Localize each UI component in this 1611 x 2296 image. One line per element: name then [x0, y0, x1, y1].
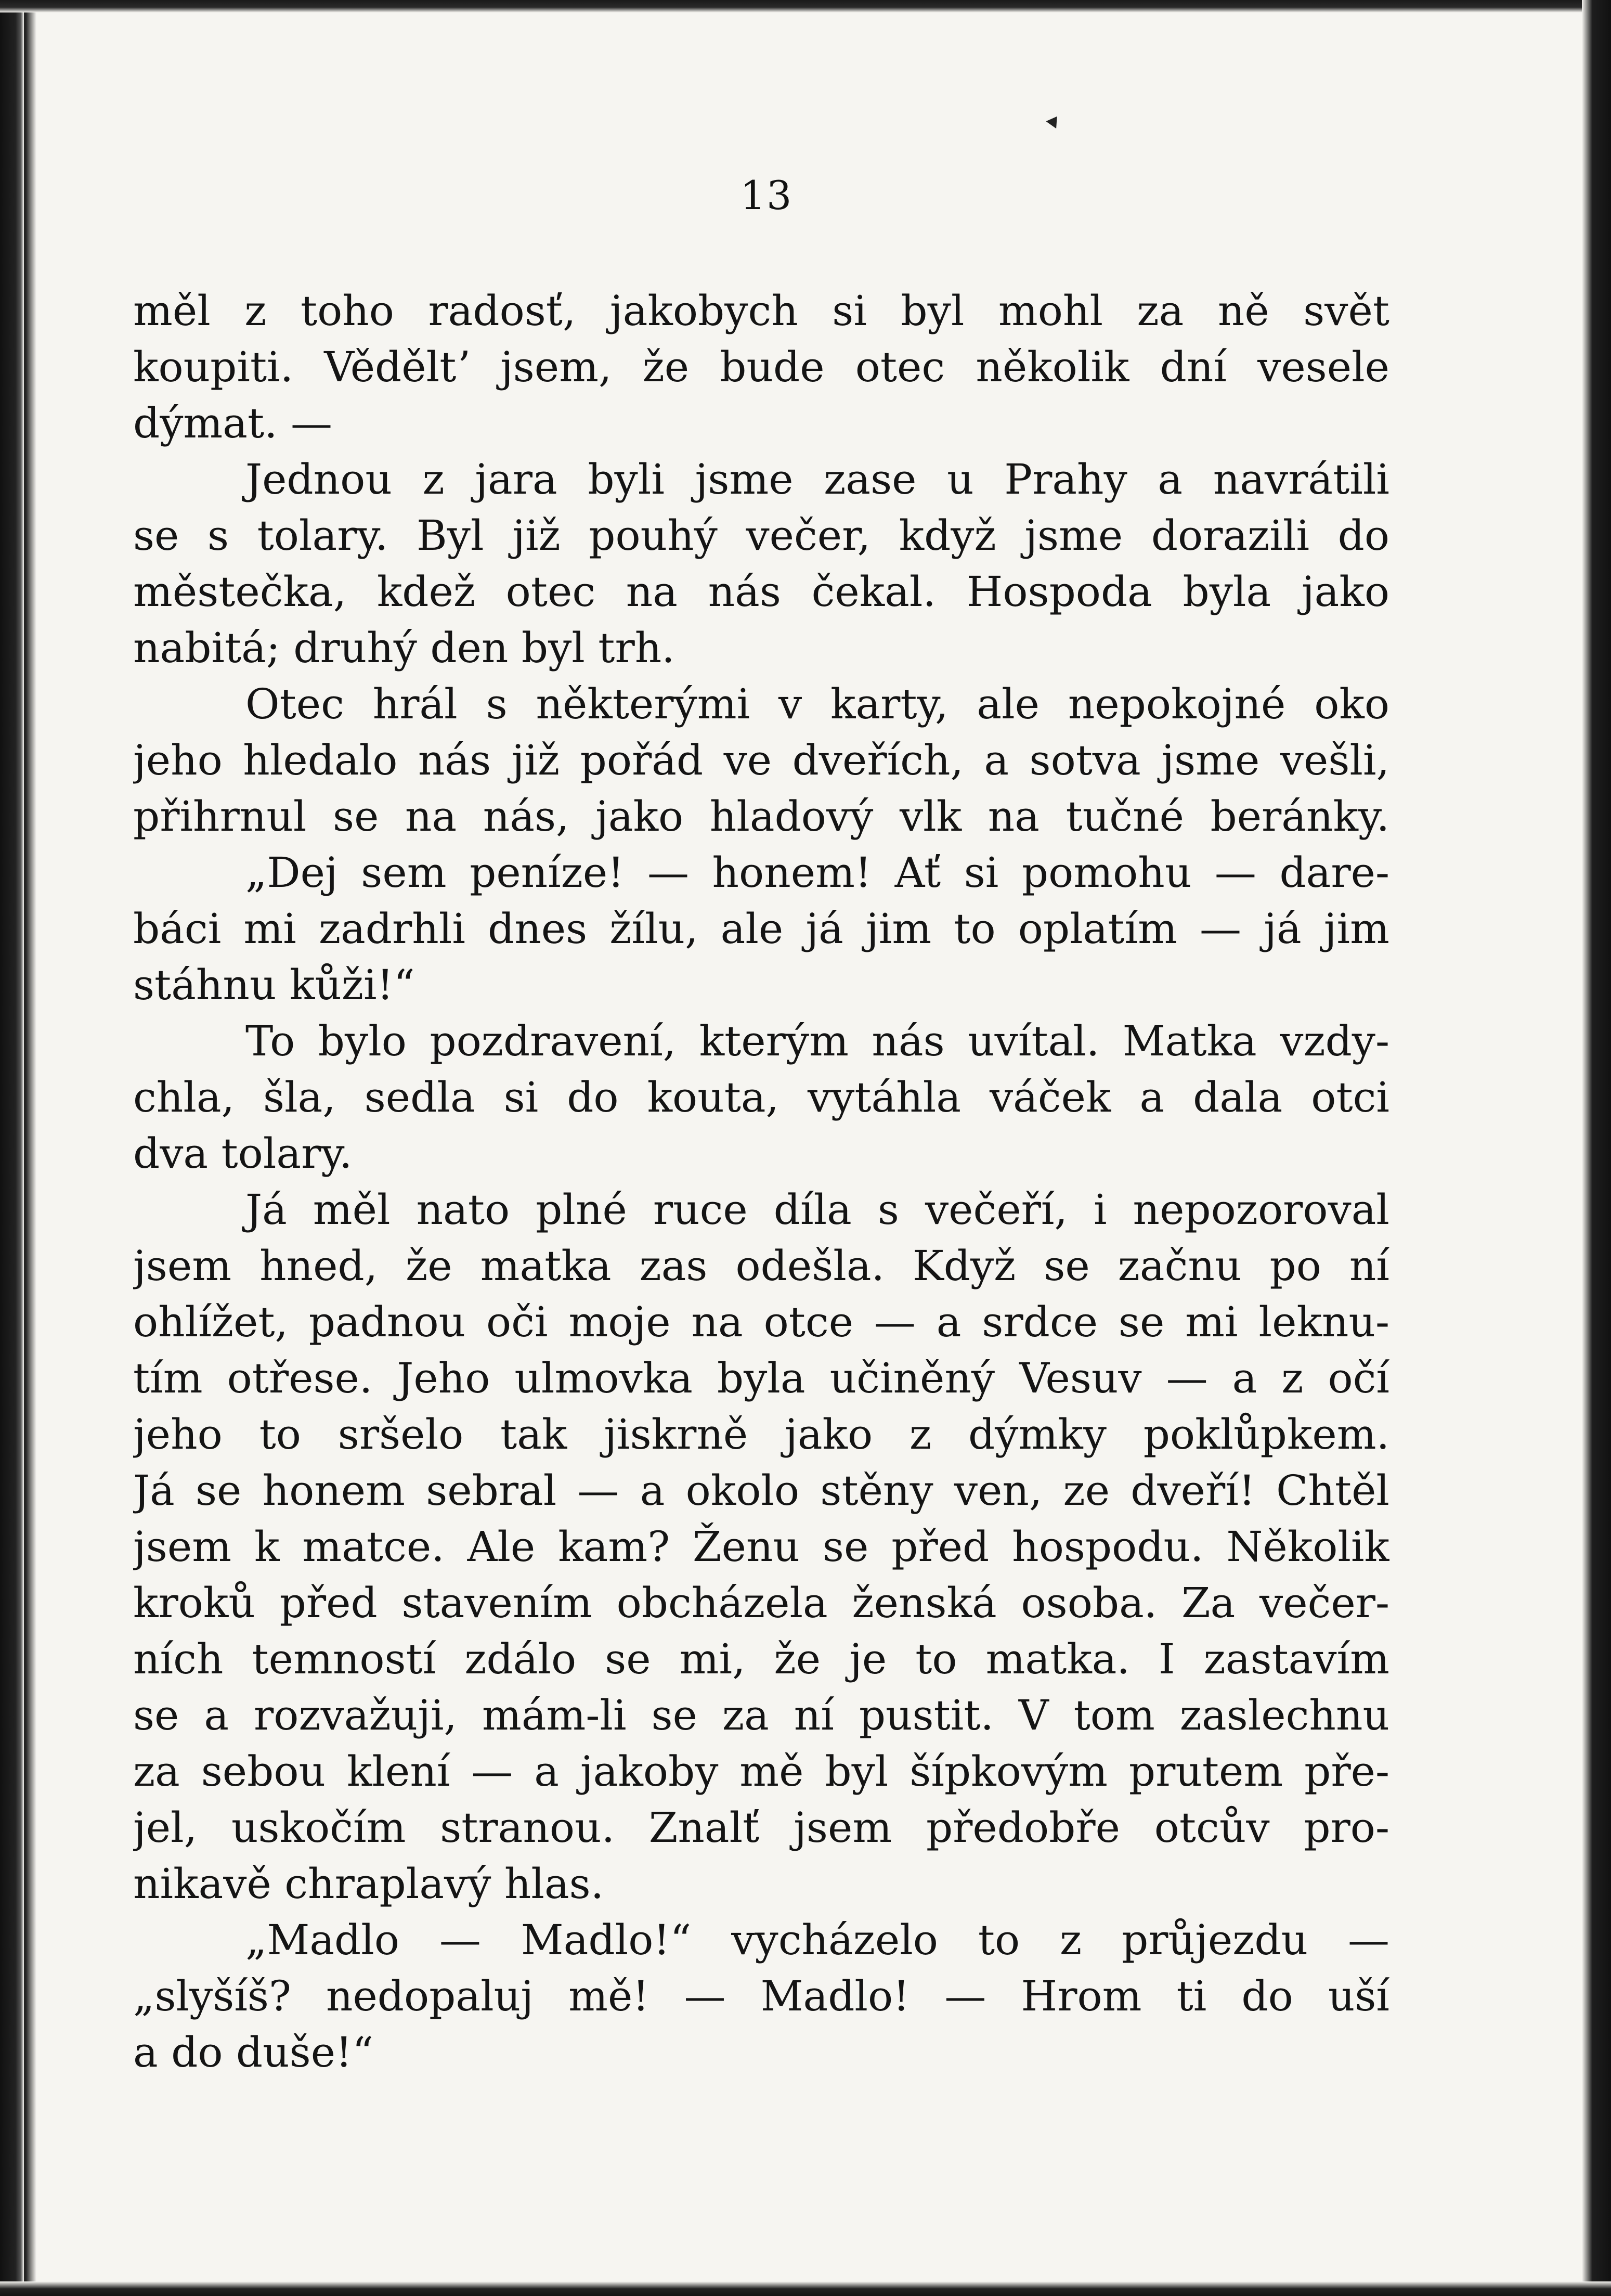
text-line: nabitá; druhý den byl trh. — [133, 624, 675, 672]
right-scan-edge — [1582, 0, 1611, 2296]
text-line: jel, uskočím stranou. Znalť jsem předobře otcův pro- — [133, 1803, 1389, 1852]
text-line: a do duše!“ — [133, 2028, 374, 2076]
text-line: se s tolary. Byl již pouhý večer, když jsme dorazili do — [133, 511, 1389, 560]
bottom-scan-edge — [0, 2281, 1611, 2296]
text-line: Otec hrál s některými v karty, ale nepokojné oko — [245, 680, 1389, 728]
page-number: 13 — [740, 172, 793, 218]
top-scan-edge — [0, 0, 1611, 12]
left-page-edge — [0, 0, 24, 2296]
text-line: ohlížet, padnou oči moje na otce — a srdce se mi leknu- — [133, 1298, 1389, 1346]
text-line: chla, šla, sedla si do kouta, vytáhla váček a dala otci — [133, 1073, 1389, 1121]
text-line: přihrnul se na nás, jako hladový vlk na tučné beránky. — [133, 792, 1389, 841]
text-line: jsem hned, že matka zas odešla. Když se začnu po ní — [133, 1242, 1389, 1290]
text-line: za sebou klení — a jakoby mě byl šípkovým prutem pře- — [133, 1747, 1389, 1796]
text-line: „Dej sem peníze! — honem! Ať si pomohu — dare- — [245, 848, 1389, 897]
text-line: měl z toho radosť, jakobych si byl mohl za ně svět — [133, 287, 1389, 335]
text-line: městečka, kdež otec na nás čekal. Hospoda byla jako — [133, 567, 1389, 616]
text-line: kroků před stavením obcházela ženská osoba. Za večer- — [133, 1579, 1389, 1627]
text-line: ních temností zdálo se mi, že je to matka. I zastavím — [133, 1635, 1389, 1683]
text-line: Jednou z jara byli jsme zase u Prahy a navrátili — [245, 455, 1389, 504]
text-line: dva tolary. — [133, 1129, 353, 1178]
text-line: stáhnu kůži!“ — [133, 961, 415, 1009]
text-line: Já měl nato plné ruce díla s večeří, i nepozoroval — [245, 1185, 1389, 1234]
text-line: koupiti. Věděltʼ jsem, že bude otec několik dní vesele — [133, 343, 1389, 391]
text-line: To bylo pozdravení, kterým nás uvítal. Matka vzdy- — [245, 1017, 1389, 1065]
text-line: jeho to sršelo tak jiskrně jako z dýmky poklůpkem. — [133, 1410, 1389, 1459]
text-line: Já se honem sebral — a okolo stěny ven, ze dveří! Chtěl — [133, 1466, 1389, 1515]
text-line: „Madlo — Madlo!“ vycházelo to z průjezdu — — [245, 1916, 1389, 1964]
text-line: jeho hledalo nás již pořád ve dveřích, a sotva jsme vešli, — [133, 736, 1389, 784]
text-line: „slyšíš? nedopaluj mě! — Madlo! — Hrom ti do uší — [133, 1972, 1389, 2020]
text-line: se a rozvažuji, mám-li se za ní pustit. V tom zaslechnu — [133, 1691, 1389, 1739]
text-line: báci mi zadrhli dnes žílu, ale já jim to oplatím — já jim — [133, 905, 1389, 953]
ink-speck-mark — [1046, 113, 1062, 128]
text-line: tím otřese. Jeho ulmovka byla učiněný Vesuv — a z očí — [133, 1354, 1389, 1402]
text-line: dýmat. — — [133, 399, 332, 447]
body-text — [133, 283, 1389, 2081]
text-line: jsem k matce. Ale kam? Ženu se před hospodu. Několik — [133, 1523, 1389, 1571]
text-line: nikavě chraplavý hlas. — [133, 1860, 604, 1908]
